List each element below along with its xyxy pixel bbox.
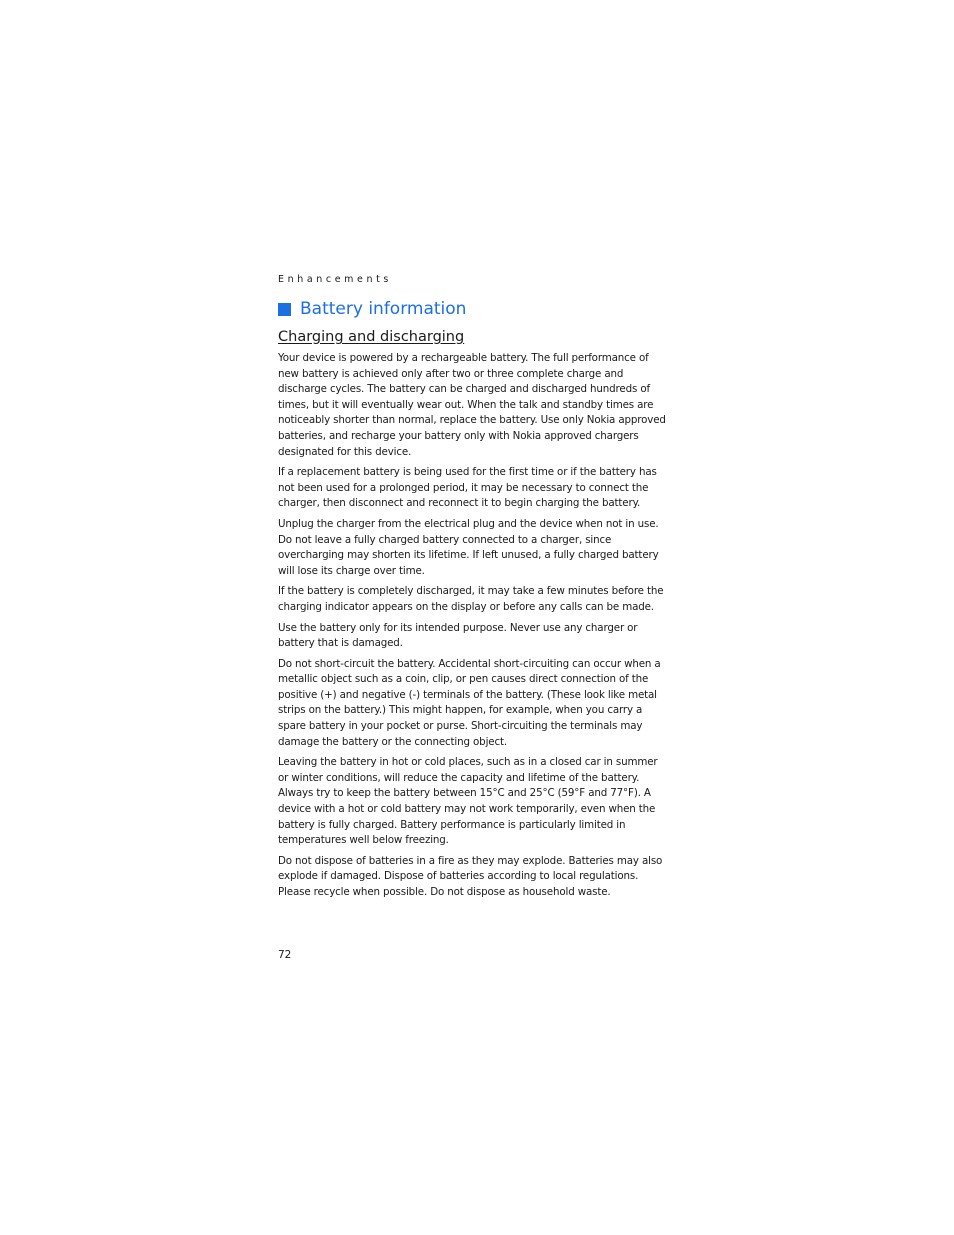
paragraph: If a replacement battery is being used for the first time or if the battery has not been used for a prolonged period, it may be necessary to connect the charger, then disconnect and reconnect it to begin charging the battery.	[278, 466, 657, 510]
subsection-title: Charging and discharging	[278, 329, 465, 345]
paragraph: If the battery is completely discharged, it may take a few minutes before the charging indicator appears on the display or before any calls can be made.	[278, 585, 664, 613]
page-number: 72	[278, 949, 292, 961]
running-head: Enhancements	[278, 274, 392, 285]
paragraph: Do not dispose of batteries in a fire as they may explode. Batteries may also explode if damaged. Dispose of batteries according to local regulations. Please recycle when possible. Do not dispose as household waste.	[278, 854, 663, 898]
paragraph: Your device is powered by a rechargeable battery. The full performance of new battery is achieved only after two or three complete charge and discharge cycles. The battery can be charged and discharged hundreds of times, but it will eventually wear out. When the talk and standby times are noticeably shorter than normal, replace the battery. Use only Nokia approved batteries, and recharge your battery only with Nokia approved chargers designated for this device.	[278, 352, 666, 458]
section-heading	[278, 297, 466, 321]
blue-square-icon	[278, 303, 291, 316]
paragraph: Unplug the charger from the electrical plug and the device when not in use. Do not leave a fully charged battery connected to a charger, since overcharging may shorten its lifetime. If left unused, a fully charged battery will lose its charge over time.	[278, 517, 659, 577]
paragraph: Do not short-circuit the battery. Accidental short-circuiting can occur when a metallic object such as a coin, clip, or pen causes direct connection of the positive (+) and negative (-) terminals of the battery. (These look like metal strips on the battery.) This might happen, for example, when you carry a spare battery in your pocket or purse. Short-circuiting the terminals may damage the battery or the connecting object.	[278, 657, 661, 748]
paragraph: Use the battery only for its intended purpose. Never use any charger or battery that is damaged.	[278, 621, 638, 650]
paragraph: Leaving the battery in hot or cold places, such as in a closed car in summer or winter conditions, will reduce the capacity and lifetime of the battery. Always try to keep the battery between 15°C and 25°C (59°F and 77°F). A device with a hot or cold battery may not work temporarily, even when the battery is fully charged. Battery performance is particularly limited in temperatures well below freezing.	[278, 756, 658, 847]
body-text	[278, 351, 670, 906]
section-title: Battery information	[300, 299, 467, 319]
